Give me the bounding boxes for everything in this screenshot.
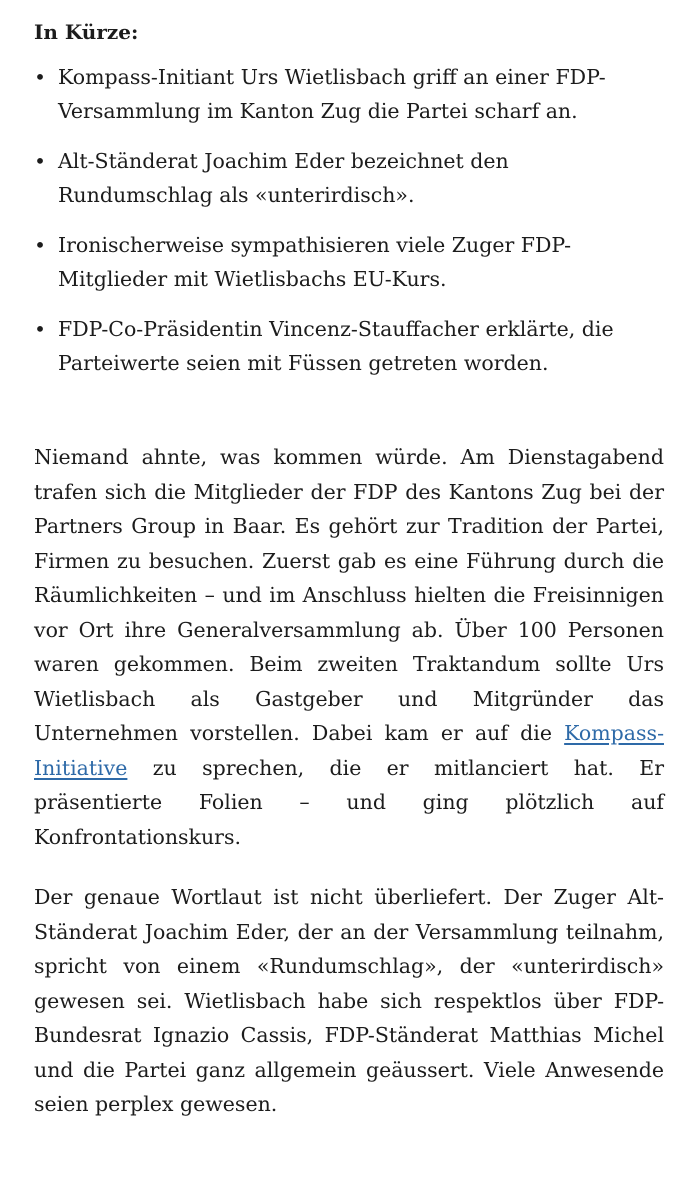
bullet-icon: •	[34, 317, 46, 341]
summary-item-text: FDP-Co-Präsidentin Vincenz-Stauffacher erklärte, die Parteiwerte seien mit Füssen getreten worden.	[58, 317, 614, 375]
summary-item	[34, 144, 664, 212]
summary-item	[34, 60, 664, 128]
kompass-initiative-link[interactable]: Kompass-Initiative	[34, 721, 664, 780]
bullet-icon: •	[34, 233, 46, 257]
summary-item-text: Ironischerweise sympathisieren viele Zuger FDP-Mitglieder mit Wietlisbachs EU-Kurs.	[58, 233, 572, 291]
summary-item-text: Alt-Ständerat Joachim Eder bezeichnet den Rundumschlag als «unterirdisch».	[58, 149, 509, 207]
paragraph-text: zu sprechen, die er mitlanciert hat. Er präsentierte Folien – und ging plötzlich auf Konfrontationskurs.	[34, 755, 664, 849]
bullet-icon: •	[34, 149, 46, 173]
summary-list	[34, 60, 664, 380]
bullet-icon: •	[34, 65, 46, 89]
summary-item	[34, 228, 664, 296]
summary-item	[34, 312, 664, 380]
summary-item-text: Kompass-Initiant Urs Wietlisbach griff an einer FDP-Versammlung im Kanton Zug die Partei scharf an.	[58, 65, 606, 123]
summary-heading: In Kürze:	[34, 20, 139, 44]
body-paragraph	[34, 440, 664, 854]
body-paragraph: Der genaue Wortlaut ist nicht überliefert. Der Zuger Alt-Ständerat Joachim Eder, der an der Versammlung teilnahm, spricht von einem «Rundumschlag», der «unterirdisch» gewesen sei. Wietlisbach habe sich respektlos über FDP-Bundesrat Ignazio Cassis, FDP-Ständerat Matthias Michel und die Partei ganz allgemein geäussert. Viele Anwesende seien perplex gewesen.	[34, 885, 664, 1116]
section-spacer	[34, 396, 664, 440]
paragraph-text: Niemand ahnte, was kommen würde. Am Dienstagabend trafen sich die Mitglieder der FDP des Kantons Zug bei der Partners Group in Baar. Es gehört zur Tradition der Partei, Firmen zu besuchen. Zuerst gab es eine Führung durch die Räumlichkeiten – und im Anschluss hielten die Freisinnigen vor Ort ihre Generalversammlung ab. Über 100 Personen waren gekommen. Beim zweiten Traktandum sollte Urs Wietlisbach als Gastgeber und Mitgründer das Unternehmen vorstellen. Dabei kam er auf die	[34, 445, 664, 745]
